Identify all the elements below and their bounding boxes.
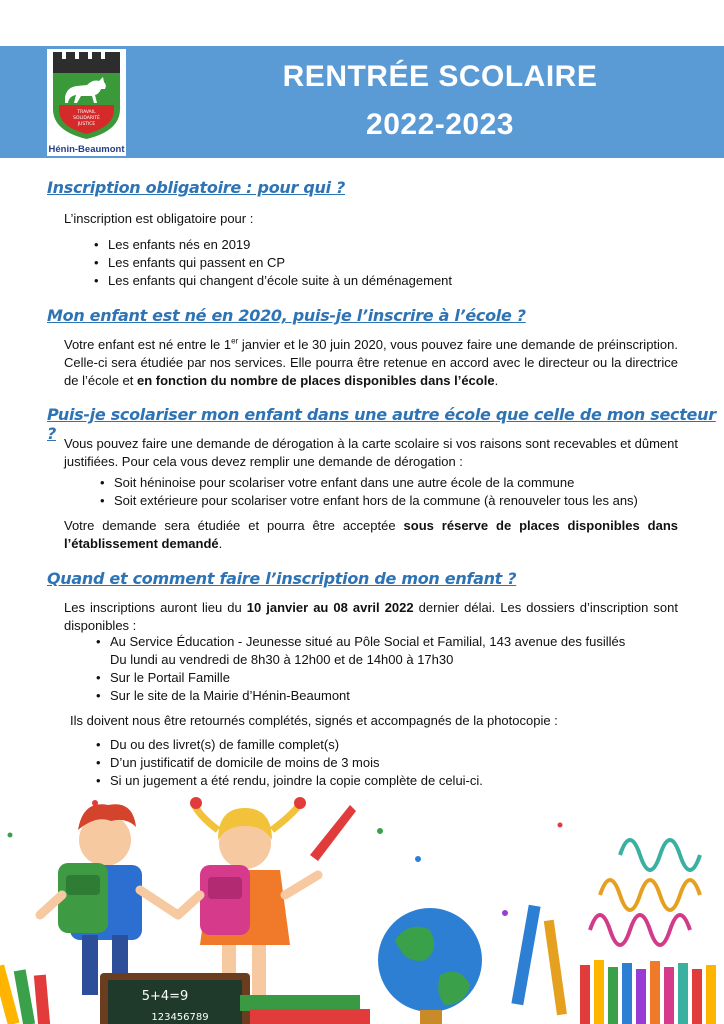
list-item: • Sur le Portail Famille [92, 669, 625, 687]
logo-city-name: Hénin-Beaumont [48, 144, 125, 155]
svg-text:SOLIDARITÉ: SOLIDARITÉ [73, 116, 100, 121]
list-item: • Soit extérieure pour scolariser votre enfant hors de la commune (à renouveler tous les ans) [96, 492, 638, 510]
section-heading-when-how: Quand et comment faire l’inscription de mon enfant ? [47, 569, 517, 588]
section-heading-other-school: Puis-je scolariser mon enfant dans une autre école que celle de mon secteur ? [47, 405, 716, 443]
section-who-intro: L’inscription est obligatoire pour : [64, 211, 254, 226]
list-item: • Du ou des livret(s) de famille complet(s) [92, 736, 483, 754]
list-item: • Si un jugement a été rendu, joindre la copie complète de celui-ci. [92, 772, 483, 790]
list-item: • Sur le site de la Mairie d’Hénin-Beaumont [92, 687, 625, 705]
section-heading-who: Inscription obligatoire : pour qui ? [47, 178, 346, 197]
list-item: • Les enfants qui passent en CP [90, 254, 452, 272]
coat-of-arms-icon [47, 49, 126, 141]
page-subtitle-year: 2022-2023 [366, 108, 514, 141]
city-logo [47, 49, 126, 156]
school-kids-illustration [0, 795, 724, 1024]
section-who-list [90, 236, 452, 290]
section-other-school-outro: Votre demande sera étudiée et pourra être acceptée sous réserve de places disponibles dans l’établissement demandé. [64, 518, 679, 551]
list-item: • D’un justificatif de domicile de moins de 3 mois [92, 754, 483, 772]
list-item: • Au Service Éducation - Jeunesse situé au Pôle Social et Familial, 143 avenue des fusillés Du lundi au vendredi de 8h30 à 12h00 et de 14h00 à 17h30 [92, 633, 625, 669]
section-places-list [92, 633, 625, 705]
page-title: RENTRÉE SCOLAIRE [282, 60, 598, 93]
section-return-text: Ils doivent nous être retournés complétés, signés et accompagnés de la photocopie : [70, 713, 558, 728]
section-other-school-intro: Vous pouvez faire une demande de dérogation à la carte scolaire si vos raisons sont recevables et dûment justifiées. Pour cela vous devez remplir une demande de dérogation : [64, 436, 678, 469]
svg-text:TRAVAIL: TRAVAIL [77, 110, 96, 115]
svg-text:JUSTICE: JUSTICE [77, 122, 96, 127]
list-item: • Les enfants nés en 2019 [90, 236, 452, 254]
list-item: • Les enfants qui changent d’école suite à un déménagement [90, 272, 452, 290]
section-other-school-list [96, 474, 638, 510]
board-math-1: 5+4=9 [141, 989, 189, 1004]
section-heading-born-2020: Mon enfant est né en 2020, puis-je l’inscrire à l’école ? [47, 306, 526, 325]
pencils-icon [580, 960, 716, 1024]
section-when-how-intro: Les inscriptions auront lieu du 10 janvier au 08 avril 2022 dernier délai. Les dossiers d’inscription sont disponibles : [64, 600, 678, 633]
list-item: • Soit héninoise pour scolariser votre enfant dans une autre école de la commune [96, 474, 638, 492]
board-math-2: 123456789 [151, 1012, 209, 1023]
section-docs-list [92, 736, 483, 790]
section-born-2020-text: Votre enfant est né entre le 1er janvier et le 30 juin 2020, vous pouvez faire une demande de préinscription. Celle-ci sera étudiée par nos services. Elle pourra être retenue en accord avec le directeur ou la directrice de l’école et en fonction du nombre de places disponibles dans l’école. [64, 336, 678, 388]
